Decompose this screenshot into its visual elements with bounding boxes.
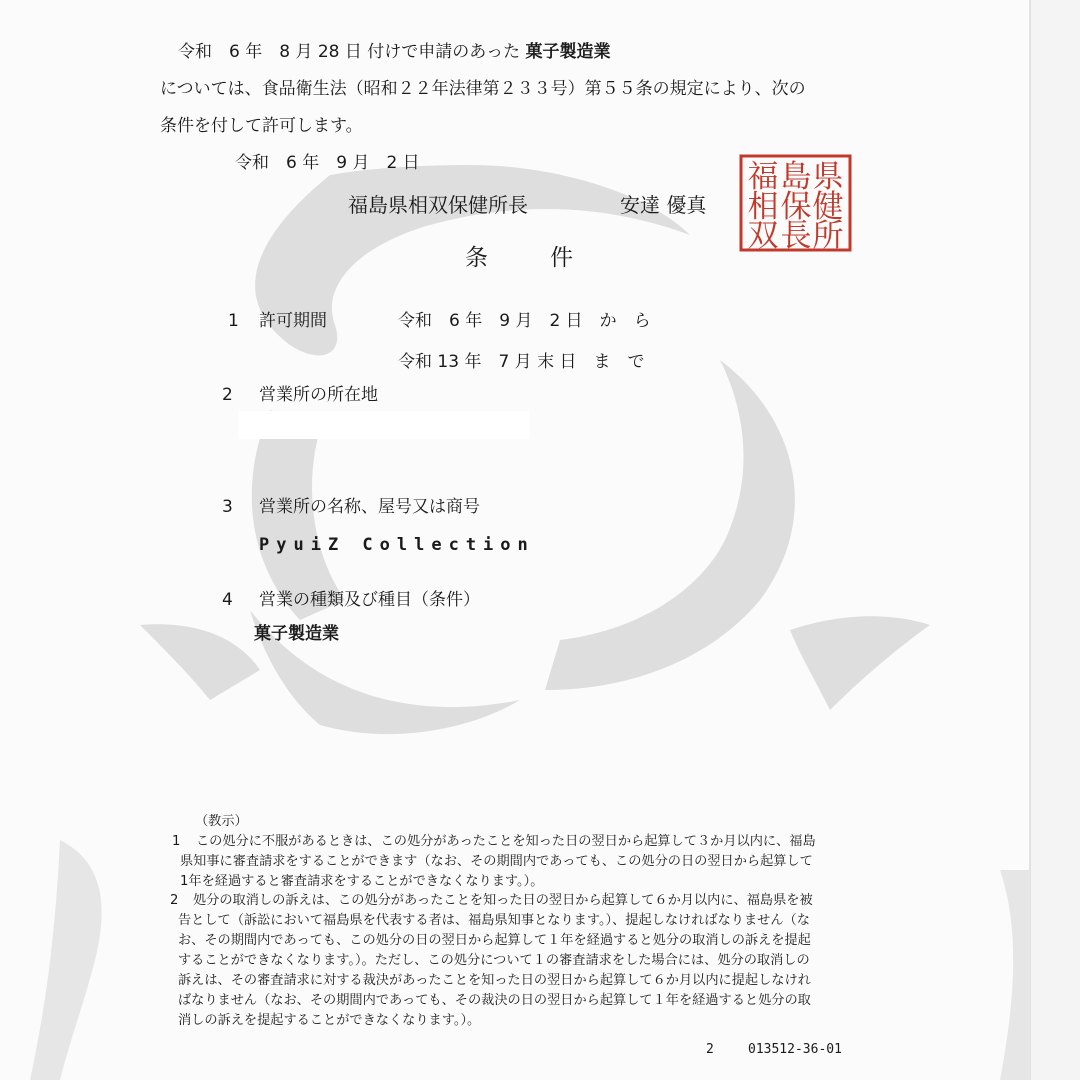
svg-text:双: 双 <box>747 218 779 253</box>
notice-2-line-1: 処分の取消しの訴えは、この処分があったことを知った日の翌日から起算して６か月以内に、福島県を被 <box>193 893 813 908</box>
page-number: 2 <box>706 1042 714 1057</box>
svg-text:島: 島 <box>780 159 812 195</box>
svg-text:福: 福 <box>747 159 779 195</box>
svg-text:保: 保 <box>780 189 812 225</box>
legal-basis-line: については、食品衛生法（昭和２２年法律第２３３号）第５５条の規定により、次の <box>160 79 806 99</box>
issuer-title: 福島県相双保健所長 <box>348 193 528 217</box>
notice-2-number: 2 <box>170 893 179 908</box>
notice-2-line-2: 告として（訴訟において福島県を代表する者は、福島県知事となります。）、提起しなければなりません（な <box>178 913 810 928</box>
notice-heading: （教示） <box>195 814 248 829</box>
condition-2-number: 2 <box>222 385 233 405</box>
condition-4-label: 営業の種類及び種目（条件） <box>259 590 480 610</box>
business-type-inline: 菓子製造業 <box>525 42 611 62</box>
application-date-text: 令和 6 年 8 月 28 日 付けで申請のあった <box>178 42 521 62</box>
notice-2-line-4: することができなくなります。）。ただし、この処分について１の審査請求をした場合には、処分の取消しの <box>178 953 810 968</box>
shop-name: PyuiZ Collection <box>259 535 535 555</box>
svg-text:長: 長 <box>780 218 812 253</box>
issuer-name: 安達 優真 <box>620 193 707 217</box>
permit-end-date: 令和 13 年 7 月 末 日 ま で <box>398 352 645 372</box>
condition-1-label: 許可期間 <box>259 311 327 331</box>
notice-2-line-5: 訴えは、その審査請求に対する裁決があったことを知った日の翌日から起算して６か月以内に提起しなけれ <box>178 973 811 988</box>
notice-1-line-3: 1年を経過すると審査請求をすることができなくなります。）。 <box>180 874 544 889</box>
application-date-line <box>178 42 611 62</box>
notice-1-line-1: この処分に不服があるときは、この処分があったことを知った日の翌日から起算して３か月以内に、福島 <box>196 834 816 849</box>
notice-1-line-2: 県知事に審査請求をすることができます（なお、その期間内であっても、この処分の日の翌日から起算して <box>180 854 813 869</box>
svg-text:県: 県 <box>812 159 844 195</box>
condition-1-number: 1 <box>228 311 239 331</box>
address-redaction <box>238 411 530 439</box>
permit-start-date: 令和 6 年 9 月 2 日 か ら <box>398 311 651 331</box>
issue-date: 令和 6 年 9 月 2 日 <box>235 153 420 173</box>
condition-3-number: 3 <box>222 497 233 517</box>
condition-2-label: 営業所の所在地 <box>259 385 378 405</box>
svg-text:相: 相 <box>747 189 779 225</box>
condition-4-number: 4 <box>222 590 233 610</box>
official-seal <box>738 153 853 253</box>
business-type-value: 菓子製造業 <box>254 624 339 644</box>
condition-3-label: 営業所の名称、屋号又は商号 <box>259 497 480 517</box>
notice-2-line-3: お、その期間内であっても、この処分の日の翌日から起算して１年を経過すると処分の取消しの訴えを提起 <box>178 933 811 948</box>
permission-statement-line: 条件を付して許可します。 <box>160 116 363 136</box>
notice-2-line-6: ばなりません（なお、その期間内であっても、その裁決の日の翌日から起算して１年を経過すると処分の取 <box>178 993 811 1008</box>
svg-text:所: 所 <box>812 218 844 253</box>
svg-text:健: 健 <box>812 189 844 225</box>
conditions-title: 条件 <box>465 245 635 271</box>
notice-1-number: 1 <box>172 834 181 849</box>
document-code: 013512-36-01 <box>748 1042 842 1057</box>
notice-2-line-7: 消しの訴えを提起することができなくなります。）。 <box>178 1013 481 1028</box>
